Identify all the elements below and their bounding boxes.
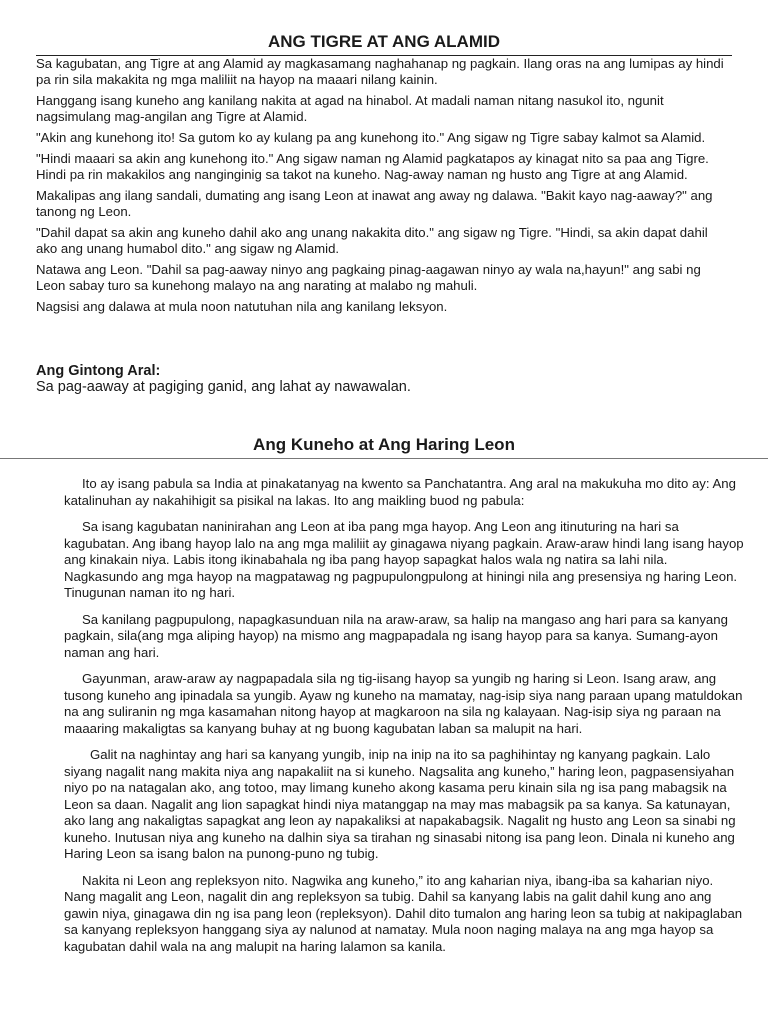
story1-paragraph: Makalipas ang ilang sandali, dumating ang isang Leon at inawat ang away ng dalawa. "Bakit kayo nag-aaway?" ang tanong ng Leon. [36,188,713,219]
story1-paragraph: Hanggang isang kuneho ang kanilang nakita at agad na hinabol. At madali naman nitang nasukol ito, ngunit nagsimulang mag-angilan ang Tigre at Alamid. [36,93,664,124]
story1-paragraph: Natawa ang Leon. "Dahil sa pag-aaway ninyo ang pagkaing pinag-aagawan ninyo ay wala na,hayun!" ang sabi ng Leon sabay turo sa kunehong malayo na ang narating at malabo ng mahuli. [36,262,701,293]
story2-paragraph: Ito ay isang pabula sa India at pinakatanyag na kwento sa Panchatantra. Ang aral na makukuha mo dito ay: Ang katalinuhan ay nakahihigit sa pisikal na lakas. Ito ang maikling buod ng pabula: [64,476,736,508]
story2-paragraph: Nakita ni Leon ang repleksyon nito. Nagwika ang kuneho,” ito ang kaharian niya, ibang-iba sa kaharian niyo. Nang magalit ang Leon, nagalit din ang repleksyon sa tubig. Dahil sa kanyang labis na galit dahil kung ano ang gawin niya, ginagawa din ng isa pang leon (repleksyon). Dahil dito tumalon ang haring leon sa tubig at nakipaglaban sa kanyang repleksyon hanggang siya ay nalunod at namatay. Mula noon naging malaya na ang mga hayop sa kagubatan dahil wala na ang malupit na haring lalamon sa kanila. [64,872,743,954]
story1-paragraph: "Dahil dapat sa akin ang kuneho dahil ako ang unang nakakita dito." ang sigaw ng Tigre. "Hindi, sa akin dapat dahil ako ang unang humabol dito." ang sigaw ng Alamid. [36,225,708,256]
story1-paragraph: "Hindi maaari sa akin ang kunehong ito." Ang sigaw naman ng Alamid pagkatapos ay kinagat nito sa paa ang Tigre. Hindi pa rin makakilos ang nanginginig sa takot na kuneho. Nag-away naman ng husto ang Tigre at ang Alamid. [36,151,709,182]
story1-title: ANG TIGRE AT ANG ALAMID [268,32,500,51]
story2-body [64,476,744,965]
story2-paragraph: Sa isang kagubatan naninirahan ang Leon at iba pang mga hayop. Ang Leon ang itinuturing na hari sa kagubatan. Ang ibang hayop lalo na ang mga maliliit ay ginagawa niyang pagkain. Araw-araw hindi lang isang hayop ang kinakain niya. Labis itong ikinabahala ng iba pang hayop sapagkat halos wala ng natira sa lahi nila. Nagkasundo ang mga hayop na magpatawag ng pagpupulongpulong at hiningi nila ang presensiya ng haring Leon. Tinugunan naman ito ng hari. [64,519,744,600]
story2-paragraph: Gayunman, araw-araw ay nagpapadala sila ng tig-iisang hayop sa yungib ng haring si Leon. Isang araw, ang tusong kuneho ang ipinadala sa yungib. Ayaw ng kuneho na mamatay, nag-isip siya nang paraan upang matuldokan na ang suliranin ng mga kasamahan nitong hayop at magkaroon na sila ng kalayaan. Nag-isip siya ng paraan na maaaring makaligtas sa kanyang buhay at ng buong kagubatan laban sa malupit na hari. [64,671,743,736]
moral-text: Sa pag-aaway at pagiging ganid, ang lahat ay nawawalan. [36,379,411,395]
story2-title-rule [0,458,768,459]
story1-paragraph: Sa kagubatan, ang Tigre at ang Alamid ay magkasamang naghahanap ng pagkain. Ilang oras na ang lumipas ay hindi pa rin sila makakita ng mga maliliit na hayop na maaari nilang kainin. [36,56,724,87]
story2-paragraph: Galit na naghintay ang hari sa kanyang yungib, inip na inip na ito sa paghihintay ng kanyang pagkain. Lalo siyang nagalit nang makita niya ang napakaliit na si kuneho. Nagsalita ang kuneho,” haring leon, pagpasensiyahan niyo po na natagalan ako, ang totoo, may limang kuneho akong kasama peru kinain sila ng isa pang mabagsik na Leon sa daan. Nagalit ang lion sapagkat hindi niya matanggap na may mas mabagsik pa sa kanya. Sa katunayan, ako lang ang nakaligtas sapagkat ang leon ay napakaliksi at napakabagsik. Nagalit ng husto ang Leon sa sinabi ng kuneho. Inutusan niya ang kuneho na dalhin siya sa tirahan ng sinasabi nitong isa pang leon. Dinala ni kuneho ang Haring Leon sa isang balon na punong-puno ng tubig. [64,747,736,861]
story2-paragraph: Sa kanilang pagpupulong, napagkasunduan nila na araw-araw, sa halip na mangaso ang hari para sa kanyang pagkain, sila(ang mga aliping hayop) na mismo ang magpapadala ng isang hayop para sa kanya. Sumang-ayon naman ang hari. [64,611,728,660]
story1-paragraph: Nagsisi ang dalawa at mula noon natutuhan nila ang kanilang leksyon. [36,299,448,314]
moral-heading: Ang Gintong Aral: [36,363,161,379]
story1-body [36,56,730,320]
story2-title: Ang Kuneho at Ang Haring Leon [253,435,515,454]
story1-paragraph: "Akin ang kunehong ito! Sa gutom ko ay kulang pa ang kunehong ito." Ang sigaw ng Tigre sabay kalmot sa Alamid. [36,130,706,145]
